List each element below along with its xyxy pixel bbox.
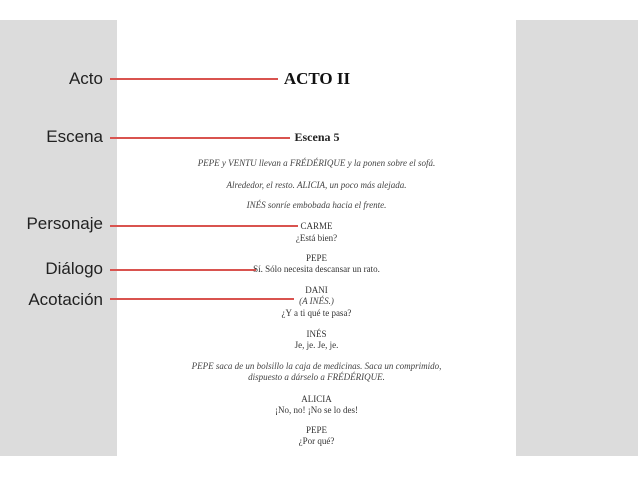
stage-direction-line: PEPE saca de un bolsillo la caja de medicinas. Saca un comprimido,	[191, 361, 442, 371]
label-acotacion: Acotación	[28, 290, 103, 309]
dialogue-line-ines: Je, je. Je, je.	[294, 340, 339, 350]
character-name-ines: INÉS	[306, 329, 327, 339]
act-title: ACTO II	[283, 69, 351, 88]
stage-direction-line: PEPE y VENTU llevan a FRÉDÉRIQUE y la ponen sobre el sofá.	[197, 158, 436, 168]
character-name-pepe: PEPE	[305, 253, 327, 263]
character-name-alicia: ALICIA	[301, 394, 332, 404]
label-escena: Escena	[46, 127, 103, 146]
label-acto: Acto	[68, 69, 103, 88]
label-dialogo: Diálogo	[45, 259, 103, 278]
character-name-carme: CARME	[300, 221, 333, 231]
scene-title: Escena 5	[294, 130, 340, 144]
stage-direction-line: INÉS sonríe embobada hacia el frente.	[246, 200, 387, 210]
dialogue-line-dani: ¿Y a ti qué te pasa?	[281, 308, 352, 318]
right-margin-panel	[516, 20, 638, 456]
character-name-dani: DANI	[305, 285, 328, 295]
dialogue-line-pepe: ¿Por qué?	[298, 436, 335, 446]
stage-direction-line: Alrededor, el resto. ALICIA, un poco más alejada.	[226, 180, 407, 190]
aside-direction-dani: (A INÉS.)	[299, 296, 334, 306]
dialogue-line-alicia: ¡No, no! ¡No se lo des!	[275, 405, 358, 415]
character-name-pepe: PEPE	[305, 425, 327, 435]
stage-direction-line: dispuesto a dárselo a FRÉDÉRIQUE.	[248, 372, 385, 382]
dialogue-line-carme: ¿Está bien?	[295, 233, 338, 243]
label-personaje: Personaje	[26, 214, 103, 233]
dialogue-line-pepe: Sí. Sólo necesita descansar un rato.	[253, 264, 380, 274]
